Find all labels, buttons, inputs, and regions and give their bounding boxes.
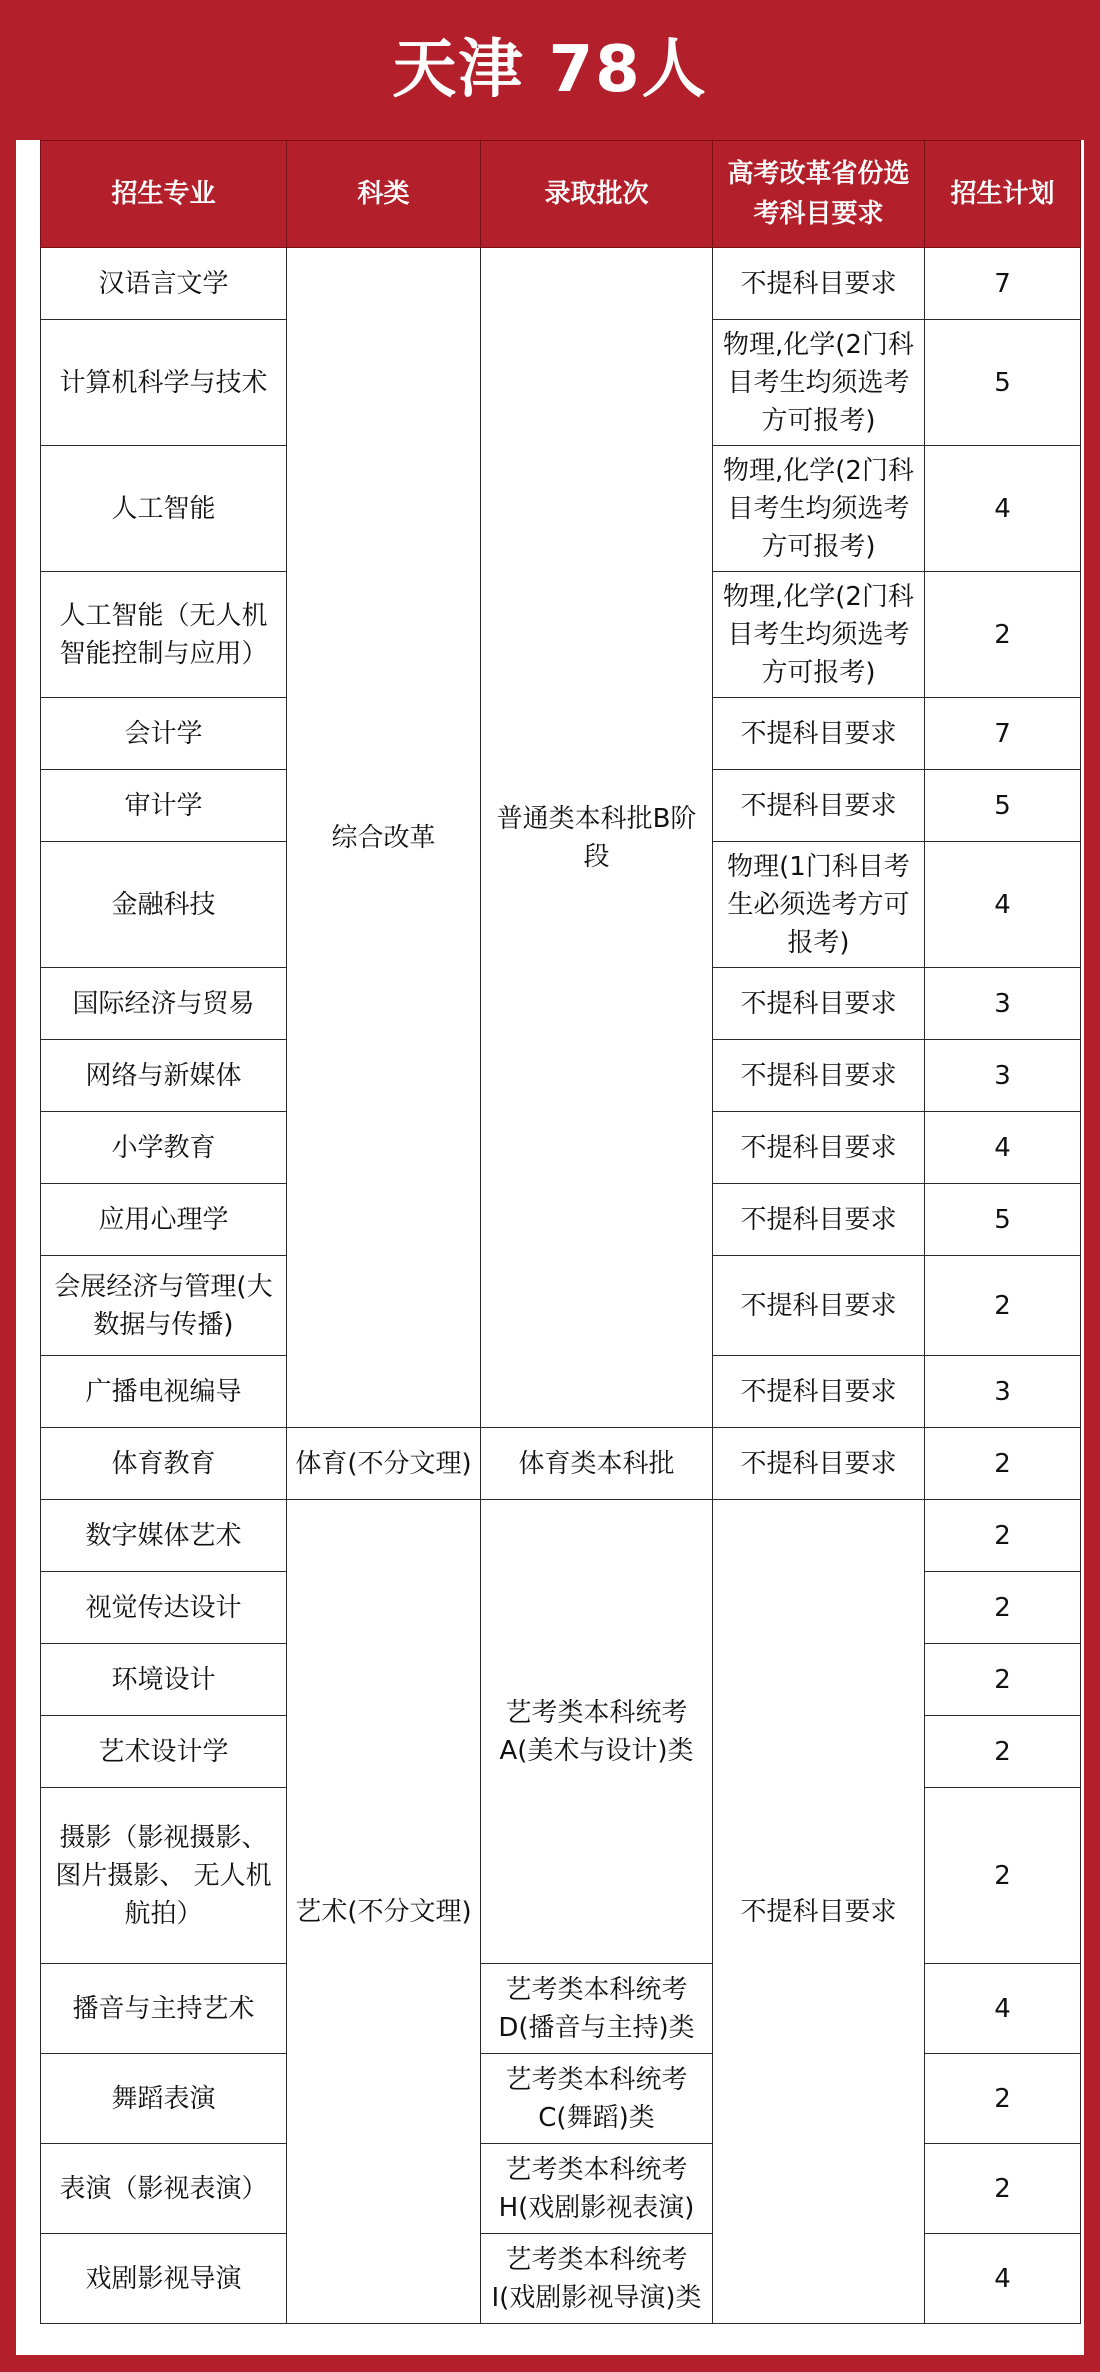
cell-batch-sports: 体育类本科批 xyxy=(481,1428,713,1500)
cell-batch-art-i: 艺考类本科统考I(戏剧影视导演)类 xyxy=(481,2234,713,2324)
cell-subject-requirement: 不提科目要求 xyxy=(713,1112,925,1184)
cell-plan: 2 xyxy=(925,1572,1081,1644)
header-subject-requirement-line2: 考科目要求 xyxy=(753,199,884,229)
cell-major: 人工智能 xyxy=(41,446,287,572)
header-category: 科类 xyxy=(287,141,481,248)
cell-plan: 2 xyxy=(925,2054,1081,2144)
cell-subject-requirement: 不提科目要求 xyxy=(713,968,925,1040)
cell-plan: 2 xyxy=(925,1716,1081,1788)
cell-plan: 2 xyxy=(925,1644,1081,1716)
cell-major: 艺术设计学 xyxy=(41,1716,287,1788)
cell-major: 人工智能（无人机智能控制与应用） xyxy=(41,572,287,698)
page-title: 天津 78人 xyxy=(0,0,1100,140)
cell-plan: 4 xyxy=(925,1964,1081,2054)
cell-subject-requirement: 物理,化学(2门科目考生均须选考方可报考) xyxy=(713,446,925,572)
header-subject-requirement-line1: 高考改革省份选 xyxy=(727,159,910,189)
cell-subject-requirement: 不提科目要求 xyxy=(713,1428,925,1500)
cell-major: 体育教育 xyxy=(41,1428,287,1500)
cell-batch-art-d: 艺考类本科统考D(播音与主持)类 xyxy=(481,1964,713,2054)
cell-subject-requirement: 不提科目要求 xyxy=(713,698,925,770)
cell-subject-requirement: 不提科目要求 xyxy=(713,770,925,842)
cell-major: 计算机科学与技术 xyxy=(41,320,287,446)
cell-major: 广播电视编导 xyxy=(41,1356,287,1428)
cell-plan: 7 xyxy=(925,698,1081,770)
cell-major: 会展经济与管理(大数据与传播) xyxy=(41,1256,287,1356)
cell-plan: 5 xyxy=(925,320,1081,446)
cell-subject-requirement: 不提科目要求 xyxy=(713,248,925,320)
table-row xyxy=(41,1964,1081,2054)
cell-plan: 3 xyxy=(925,1356,1081,1428)
cell-plan: 3 xyxy=(925,968,1081,1040)
cell-major: 戏剧影视导演 xyxy=(41,2234,287,2324)
cell-major: 摄影（影视摄影、图片摄影、 无人机航拍） xyxy=(41,1788,287,1964)
cell-major: 国际经济与贸易 xyxy=(41,968,287,1040)
cell-plan: 2 xyxy=(925,572,1081,698)
cell-plan: 2 xyxy=(925,2144,1081,2234)
table-row xyxy=(41,248,1081,320)
cell-major: 环境设计 xyxy=(41,1644,287,1716)
cell-major: 播音与主持艺术 xyxy=(41,1964,287,2054)
cell-major: 应用心理学 xyxy=(41,1184,287,1256)
cell-category-sports: 体育(不分文理) xyxy=(287,1428,481,1500)
cell-major: 舞蹈表演 xyxy=(41,2054,287,2144)
cell-batch-art-h: 艺考类本科统考H(戏剧影视表演) xyxy=(481,2144,713,2234)
cell-subject-requirement: 物理,化学(2门科目考生均须选考方可报考) xyxy=(713,572,925,698)
table-row xyxy=(41,1500,1081,1572)
cell-major: 网络与新媒体 xyxy=(41,1040,287,1112)
cell-plan: 4 xyxy=(925,842,1081,968)
header-batch: 录取批次 xyxy=(481,141,713,248)
cell-batch-art-a: 艺考类本科统考A(美术与设计)类 xyxy=(481,1500,713,1964)
cell-major: 汉语言文学 xyxy=(41,248,287,320)
cell-subject-requirement: 物理(1门科目考生必须选考方可报考) xyxy=(713,842,925,968)
table-sheet xyxy=(16,140,1084,2355)
cell-category-art: 艺术(不分文理) xyxy=(287,1500,481,2324)
cell-subject-requirement: 不提科目要求 xyxy=(713,1356,925,1428)
header-subject-requirement xyxy=(713,141,925,248)
cell-major: 视觉传达设计 xyxy=(41,1572,287,1644)
cell-subject-requirement: 不提科目要求 xyxy=(713,1184,925,1256)
table-header-row xyxy=(41,141,1081,248)
cell-plan: 5 xyxy=(925,1184,1081,1256)
cell-major: 小学教育 xyxy=(41,1112,287,1184)
cell-batch-art-c: 艺考类本科统考C(舞蹈)类 xyxy=(481,2054,713,2144)
table-row xyxy=(41,2234,1081,2324)
table-row xyxy=(41,2144,1081,2234)
cell-plan: 7 xyxy=(925,248,1081,320)
cell-subject-requirement: 物理,化学(2门科目考生均须选考方可报考) xyxy=(713,320,925,446)
header-plan: 招生计划 xyxy=(925,141,1081,248)
table-row xyxy=(41,1428,1081,1500)
admission-plan-table xyxy=(40,140,1081,2324)
cell-major: 表演（影视表演） xyxy=(41,2144,287,2234)
cell-plan: 5 xyxy=(925,770,1081,842)
cell-major: 金融科技 xyxy=(41,842,287,968)
cell-subject-requirement-art: 不提科目要求 xyxy=(713,1500,925,2324)
header-major: 招生专业 xyxy=(41,141,287,248)
cell-subject-requirement: 不提科目要求 xyxy=(713,1040,925,1112)
cell-plan: 4 xyxy=(925,2234,1081,2324)
cell-plan: 2 xyxy=(925,1428,1081,1500)
cell-plan: 2 xyxy=(925,1256,1081,1356)
cell-plan: 2 xyxy=(925,1500,1081,1572)
table-row xyxy=(41,2054,1081,2144)
cell-subject-requirement: 不提科目要求 xyxy=(713,1256,925,1356)
cell-plan: 3 xyxy=(925,1040,1081,1112)
cell-major: 数字媒体艺术 xyxy=(41,1500,287,1572)
cell-major: 审计学 xyxy=(41,770,287,842)
cell-plan: 4 xyxy=(925,1112,1081,1184)
cell-major: 会计学 xyxy=(41,698,287,770)
cell-plan: 4 xyxy=(925,446,1081,572)
cell-plan: 2 xyxy=(925,1788,1081,1964)
cell-batch-regular: 普通类本科批B阶段 xyxy=(481,248,713,1428)
cell-category-comprehensive: 综合改革 xyxy=(287,248,481,1428)
